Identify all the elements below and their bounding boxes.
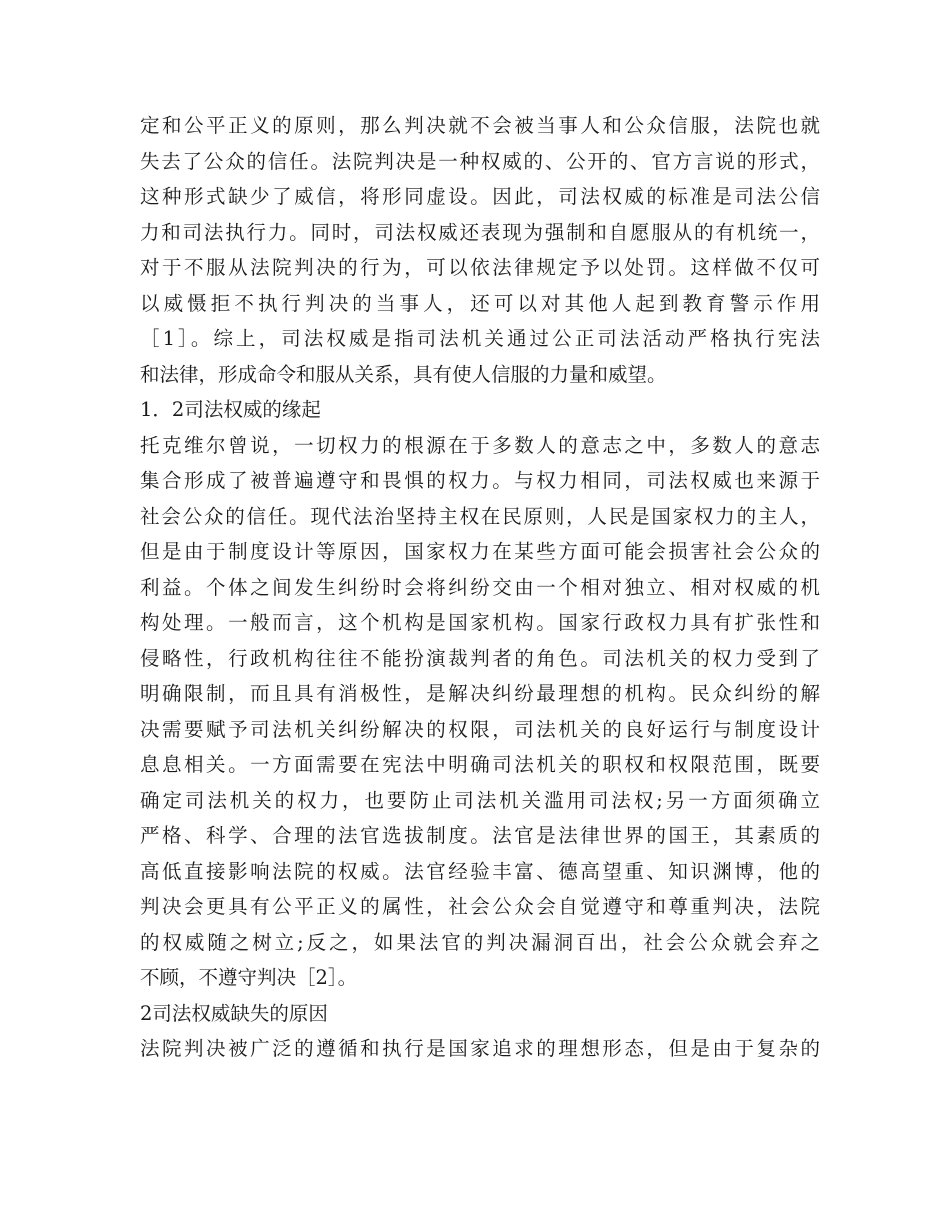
- paragraph-line: 对于不服从法院判决的行为，可以依法律规定予以处罚。这样做不仅可: [140, 256, 820, 279]
- paragraph-line: 这种形式缺少了威信，将形同虚设。因此，司法权威的标准是司法公信: [140, 185, 820, 208]
- paragraph-line: 和法律，形成命令和服从关系，具有使人信服的力量和威望。: [140, 362, 667, 386]
- section-heading: 2司法权威缺失的原因: [140, 1001, 328, 1025]
- paragraph-line: 集合形成了被普遍遵守和畏惧的权力。与权力相同，司法权威也来源于: [140, 469, 820, 492]
- paragraph-line: 力和司法执行力。同时，司法权威还表现为强制和自愿服从的有机统一，: [140, 220, 820, 244]
- paragraph-line: 息息相关。一方面需要在宪法中明确司法机关的职权和权限范围，既要: [140, 753, 820, 776]
- paragraph-line: 高低直接影响法院的权威。法官经验丰富、德高望重、知识渊博，他的: [140, 859, 820, 883]
- paragraph-line: 侵略性，行政机构往往不能扮演裁判者的角色。司法机关的权力受到了: [140, 646, 820, 670]
- paragraph-line: 的权威随之树立;反之，如果法官的判决漏洞百出，社会公众就会弃之: [140, 930, 820, 954]
- section-heading: 1．2司法权威的缘起: [140, 398, 321, 421]
- paragraph-line: ［1］。综上，司法权威是指司法机关通过公正司法活动严格执行宪法: [140, 327, 820, 350]
- paragraph-line: 社会公众的信任。现代法治坚持主权在民原则，人民是国家权力的主人，: [140, 504, 820, 528]
- paragraph-line: 严格、科学、合理的法官选拔制度。法官是法律世界的国王，其素质的: [140, 824, 820, 847]
- paragraph-line: 但是由于制度设计等原因，国家权力在某些方面可能会损害社会公众的: [140, 540, 820, 563]
- document-body: [140, 108, 820, 1067]
- paragraph-line: 利益。个体之间发生纠纷时会将纠纷交由一个相对独立、相对权威的机: [140, 575, 820, 599]
- paragraph-line: 失去了公众的信任。法院判决是一种权威的、公开的、官方言说的形式，: [140, 149, 820, 173]
- paragraph-line: 不顾，不遵守判决［2］。: [140, 966, 358, 989]
- paragraph-line: 决需要赋予司法机关纠纷解决的权限，司法机关的良好运行与制度设计: [140, 717, 820, 741]
- paragraph-line: 明确限制，而且具有消极性，是解决纠纷最理想的机构。民众纠纷的解: [140, 682, 820, 705]
- paragraph-line: 托克维尔曾说，一切权力的根源在于多数人的意志之中，多数人的意志: [140, 433, 820, 457]
- paragraph-line: 以威慑拒不执行判决的当事人，还可以对其他人起到教育警示作用: [140, 291, 820, 315]
- paragraph-line: 构处理。一般而言，这个机构是国家机构。国家行政权力具有扩张性和: [140, 611, 820, 634]
- paragraph-line: 确定司法机关的权力，也要防止司法机关滥用司法权;另一方面须确立: [140, 788, 820, 812]
- paragraph-line: 法院判决被广泛的遵循和执行是国家追求的理想形态，但是由于复杂的: [140, 1037, 820, 1060]
- paragraph-line: 判决会更具有公平正义的属性，社会公众会自觉遵守和尊重判决，法院: [140, 895, 820, 918]
- paragraph-line: 定和公平正义的原则，那么判决就不会被当事人和公众信服，法院也就: [140, 114, 820, 137]
